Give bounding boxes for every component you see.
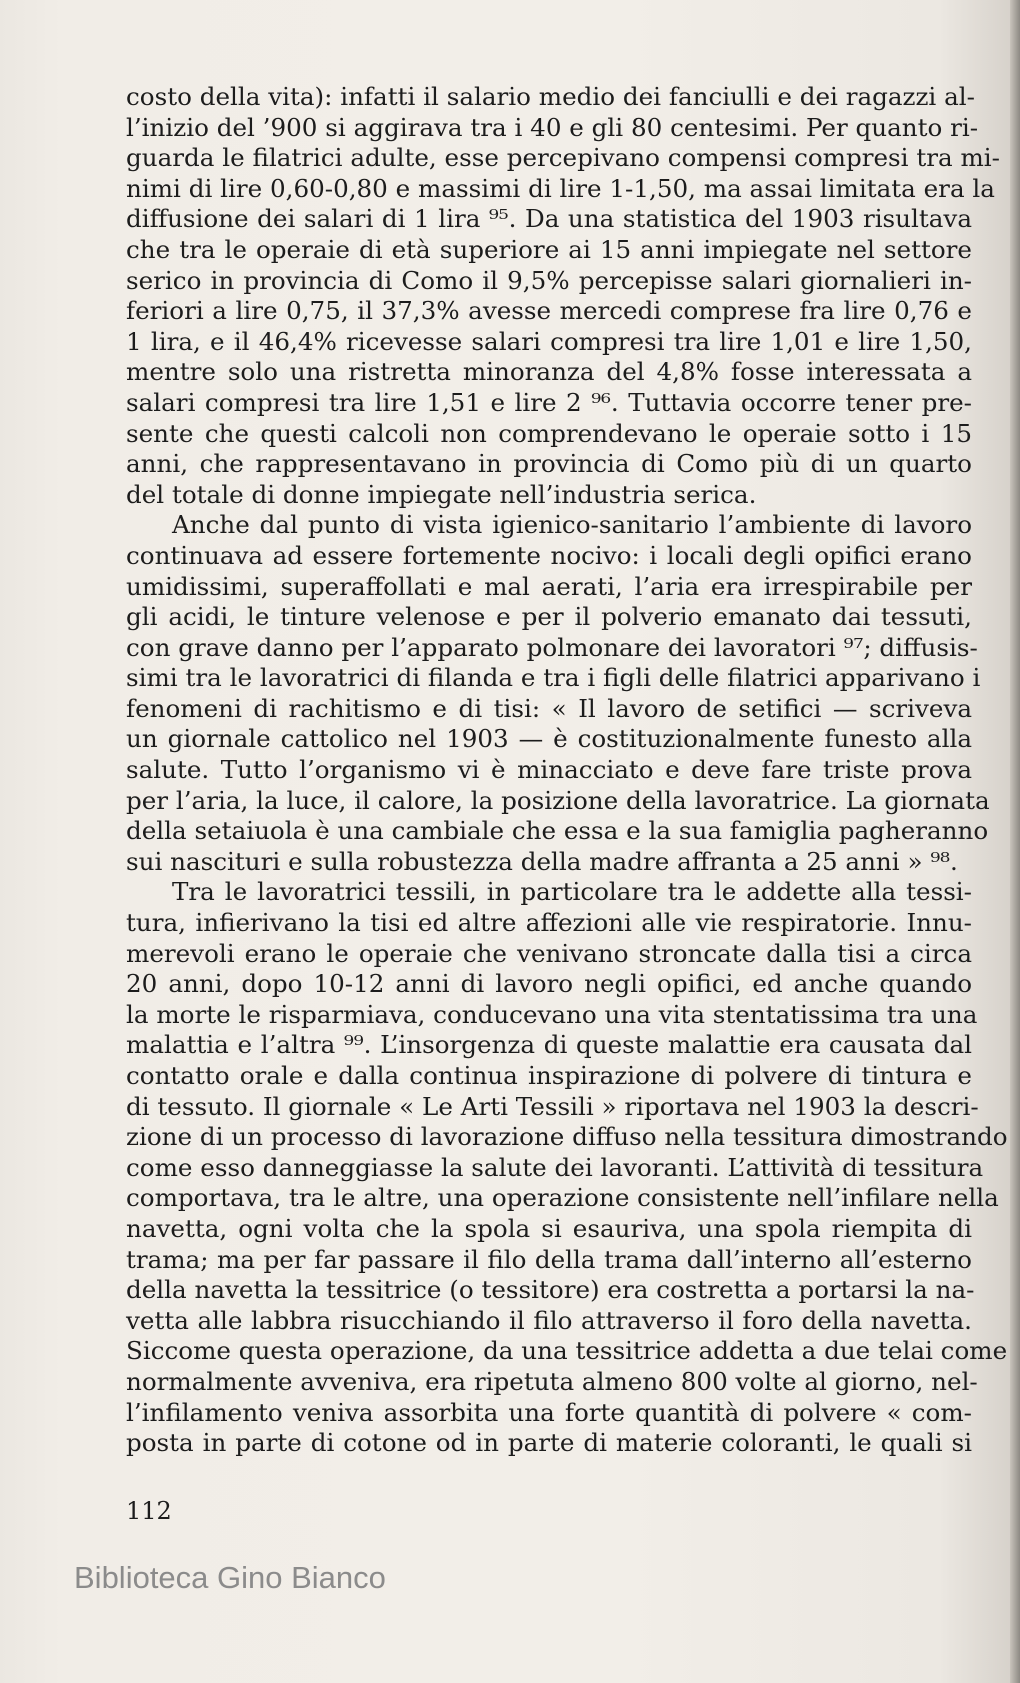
text-line: contatto orale e dalla continua inspirazione di polvere di tintura e bbox=[126, 1061, 972, 1090]
text-line: Tra le lavoratrici tessili, in particolare tra le addette alla tessi- bbox=[172, 877, 972, 907]
page-number: 112 bbox=[126, 1497, 172, 1525]
text-line: che tra le operaie di età superiore ai 15 anni impiegate nel settore bbox=[126, 234, 972, 264]
text-line: malattia e l’altra ⁹⁹. L’insorgenza di queste malattie era causata dal bbox=[126, 1030, 972, 1060]
library-watermark: Biblioteca Gino Bianco bbox=[74, 1560, 386, 1595]
text-line: anni, che rappresentavano in provincia di Como più di un quarto bbox=[126, 449, 972, 479]
text-line: l’inizio del ’900 si aggirava tra i 40 e gli 80 centesimi. Per quanto ri- bbox=[126, 112, 979, 142]
text-line: un giornale cattolico nel 1903 — è costituzionalmente funesto alla bbox=[126, 724, 972, 754]
text-line: navetta, ogni volta che la spola si esauriva, una spola riempita di bbox=[126, 1213, 972, 1243]
text-line: feriori a lire 0,75, il 37,3% avesse mercedi comprese fra lire 0,76 e bbox=[126, 296, 972, 326]
page-edge-shadow bbox=[1010, 0, 1020, 1683]
text-line: serico in provincia di Como il 9,5% percepisse salari giornalieri in- bbox=[126, 265, 972, 295]
text-line: trama; ma per far passare il filo della trama dall’interno all’esterno bbox=[126, 1244, 972, 1274]
text-line: merevoli erano le operaie che venivano stroncate dalla tisi a circa bbox=[126, 938, 972, 968]
text-line: fenomeni di rachitismo e di tisi: « Il lavoro de setifici — scriveva bbox=[126, 693, 972, 723]
text-line: nimi di lire 0,60-0,80 e massimi di lire 1-1,50, ma assai limitata era la bbox=[126, 173, 995, 203]
text-line: salute. Tutto l’organismo vi è minacciato e deve fare triste prova bbox=[126, 755, 972, 785]
text-line: mentre solo una ristretta minoranza del 4,8% fosse interessata a bbox=[126, 357, 972, 387]
text-line: diffusione dei salari di 1 lira ⁹⁵. Da una statistica del 1903 risultava bbox=[126, 204, 972, 234]
text-line: Anche dal punto di vista igienico-sanitario l’ambiente di lavoro bbox=[172, 510, 972, 540]
text-line: l’infilamento veniva assorbita una forte quantità di polvere « com- bbox=[126, 1397, 972, 1427]
text-line: gli acidi, le tinture velenose e per il polverio emanato dai tessuti, bbox=[126, 602, 972, 632]
text-line: della navetta la tessitrice (o tessitore) era costretta a portarsi la na- bbox=[126, 1275, 975, 1305]
text-line: Siccome questa operazione, da una tessitrice addetta a due telai come bbox=[126, 1336, 1008, 1366]
text-line: della setaiuola è una cambiale che essa e la sua famiglia pagheranno bbox=[126, 816, 989, 846]
text-line: simi tra le lavoratrici di filanda e tra i figli delle filatrici apparivano i bbox=[126, 663, 981, 693]
text-line: salari compresi tra lire 1,51 e lire 2 ⁹⁶. Tuttavia occorre tener pre- bbox=[126, 387, 972, 417]
text-line: sente che questi calcoli non comprendevano le operaie sotto i 15 bbox=[126, 418, 972, 448]
text-line: con grave danno per l’apparato polmonare dei lavoratori ⁹⁷; diffusis- bbox=[126, 632, 978, 662]
body-text bbox=[126, 82, 1008, 1459]
text-line: sui nascituri e sulla robustezza della madre affranta a 25 anni » ⁹⁸. bbox=[126, 846, 958, 876]
text-line: tura, infierivano la tisi ed altre affezioni alle vie respiratorie. Innu- bbox=[126, 908, 972, 938]
text-line: la morte le risparmiava, conducevano una vita stentatissima tra una bbox=[126, 999, 978, 1029]
text-line: continuava ad essere fortemente nocivo: i locali degli opifici erano bbox=[126, 540, 972, 570]
text-line: guarda le filatrici adulte, esse percepivano compensi compresi tra mi- bbox=[126, 143, 1000, 173]
text-line: vetta alle labbra risucchiando il filo attraverso il foro della navetta. bbox=[126, 1305, 972, 1335]
text-line: posta in parte di cotone od in parte di materie coloranti, le quali si bbox=[126, 1428, 972, 1458]
text-line: per l’aria, la luce, il calore, la posizione della lavoratrice. La giornata bbox=[126, 785, 990, 815]
text-line: come esso danneggiasse la salute dei lavoranti. L’attività di tessitura bbox=[126, 1152, 984, 1182]
text-line: comportava, tra le altre, una operazione consistente nell’infilare nella bbox=[126, 1183, 999, 1213]
text-line: del totale di donne impiegate nell’industria serica. bbox=[126, 479, 757, 509]
text-line: di tessuto. Il giornale « Le Arti Tessili » riportava nel 1903 la descri- bbox=[126, 1091, 979, 1121]
text-line: normalmente avveniva, era ripetuta almeno 800 volte al giorno, nel- bbox=[126, 1366, 978, 1396]
text-line: costo della vita): infatti il salario medio dei fanciulli e dei ragazzi al- bbox=[126, 82, 975, 111]
text-line: 20 anni, dopo 10-12 anni di lavoro negli opifici, ed anche quando bbox=[126, 969, 972, 999]
text-line: zione di un processo di lavorazione diffuso nella tessitura dimostrando bbox=[126, 1122, 1008, 1152]
text-line: 1 lira, e il 46,4% ricevesse salari compresi tra lire 1,01 e lire 1,50, bbox=[126, 326, 972, 356]
text-line: umidissimi, superaffollati e mal aerati, l’aria era irrespirabile per bbox=[126, 571, 972, 601]
